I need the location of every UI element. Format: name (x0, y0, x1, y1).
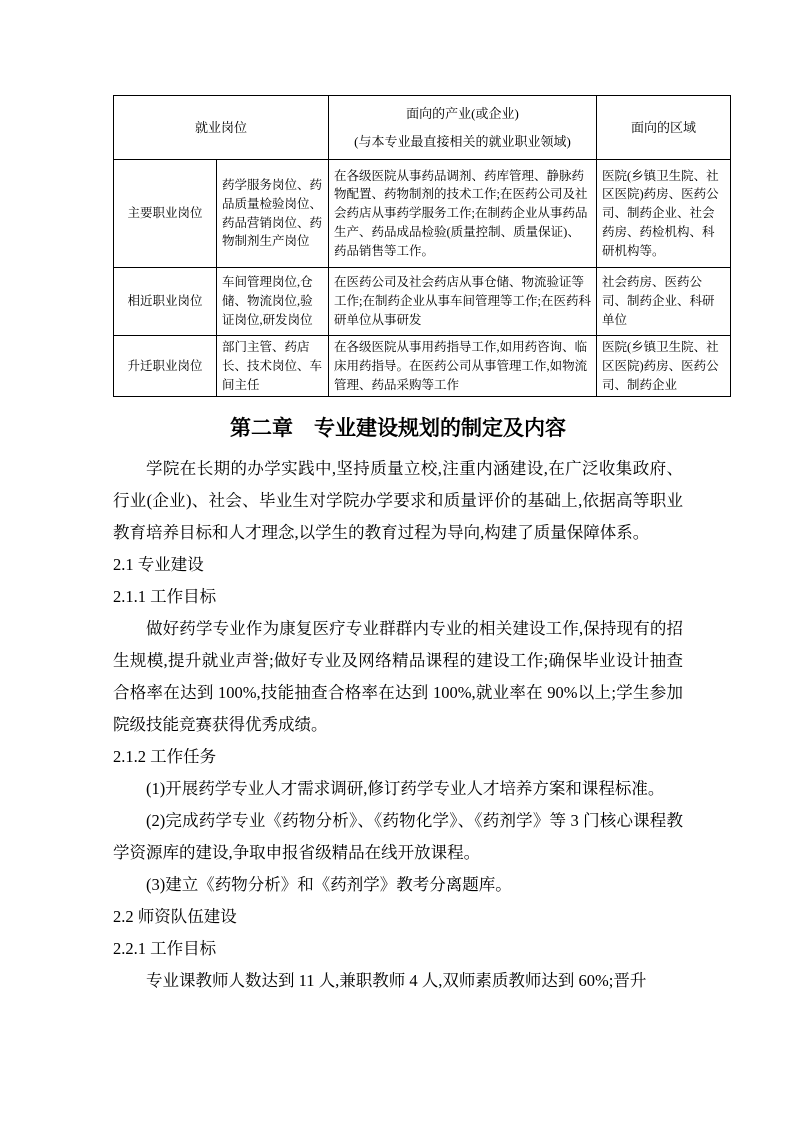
table-row-related-positions (114, 268, 731, 336)
task-item-1: (1)开展药学专业人才需求调研,修订药学专业人才培养方案和课程标准。 (146, 779, 665, 799)
row-region-cell: 医院(乡镇卫生院、社区医院)药房、医药公司、制药企业 (597, 336, 731, 397)
row-category-cell: 主要职业岗位 (114, 160, 217, 268)
header-jobs-cell: 就业岗位 (114, 96, 329, 160)
header-industry-line1: 面向的产业(或企业) (406, 105, 519, 121)
row-category-cell: 相近职业岗位 (114, 268, 217, 336)
document-body (113, 453, 683, 997)
table-header-row (114, 96, 731, 160)
row-industry-cell: 在各级医院从事用药指导工作,如用药咨询、临床用药指导。在医药公司从事管理工作,如物流管理、药品采购等工作 (329, 336, 597, 397)
employment-positions-table (113, 95, 731, 397)
header-industry-line2: (与本专业最直接相关的就业职业领域) (354, 134, 571, 149)
intro-paragraph: 学院在长期的办学实践中,坚持质量立校,注重内涵建设,在广泛收集政府、行业(企业)、社会、毕业生对学院办学要求和质量评价的基础上,依据高等职业教育培养目标和人才理念,以学生的教育过程为导向,构建了质量保障体系。 (113, 459, 683, 543)
task-item-3: (3)建立《药物分析》和《药剂学》教考分离题库。 (146, 875, 512, 895)
header-region-cell: 面向的区域 (597, 96, 731, 160)
row-positions-cell: 药学服务岗位、药品质量检验岗位、药品营销岗位、药物制剂生产岗位 (217, 160, 329, 268)
row-positions-cell: 部门主管、药店长、技术岗位、车间主任 (217, 336, 329, 397)
row-region-cell: 医院(乡镇卫生院、社区医院)药房、医药公司、制药企业、社会药房、药检机构、科研机构等。 (597, 160, 731, 268)
heading-2-1-2: 2.1.2 工作任务 (113, 747, 217, 767)
heading-2-2-1: 2.2.1 工作目标 (113, 939, 217, 959)
chapter-title: 第二章 专业建设规划的制定及内容 (230, 417, 566, 441)
row-region-cell: 社会药房、医药公司、制药企业、科研单位 (597, 268, 731, 336)
row-industry-cell: 在医药公司及社会药店从事仓储、物流验证等工作;在制药企业从事车间管理等工作;在医药科研单位从事研发 (329, 268, 597, 336)
paragraph-2-1-1: 做好药学专业作为康复医疗专业群群内专业的相关建设工作,保持现有的招生规模,提升就业声誉;做好专业及网络精品课程的建设工作;确保毕业设计抽查合格率在达到 100%,技能抽查合格率在达到 100%,就业率在 90%以上;学生参加院级技能竞赛获得优秀成绩。 (113, 619, 683, 735)
header-industry-cell (329, 96, 597, 160)
heading-2-2: 2.2 师资队伍建设 (113, 907, 237, 927)
page-content (113, 95, 731, 997)
row-category-cell: 升迁职业岗位 (114, 336, 217, 397)
table-row-promotion-positions (114, 336, 731, 397)
task-item-2: (2)完成药学专业《药物分析》、《药物化学》、《药剂学》等 3 门核心课程教学资源库的建设,争取申报省级精品在线开放课程。 (113, 811, 683, 863)
paragraph-2-2-1: 专业课教师人数达到 11 人,兼职教师 4 人,双师素质教师达到 60%;晋升 (146, 971, 647, 991)
heading-2-1-1: 2.1.1 工作目标 (113, 587, 217, 607)
heading-2-1: 2.1 专业建设 (113, 555, 204, 575)
row-industry-cell: 在各级医院从事药品调剂、药库管理、静脉药物配置、药物制剂的技术工作;在医药公司及社会药店从事药学服务工作;在制药企业从事药品生产、药品成品检验(质量控制、质量保证)、药品销售等工作。 (329, 160, 597, 268)
table-row-main-positions (114, 160, 731, 268)
row-positions-cell: 车间管理岗位,仓储、物流岗位,验证岗位,研发岗位 (217, 268, 329, 336)
